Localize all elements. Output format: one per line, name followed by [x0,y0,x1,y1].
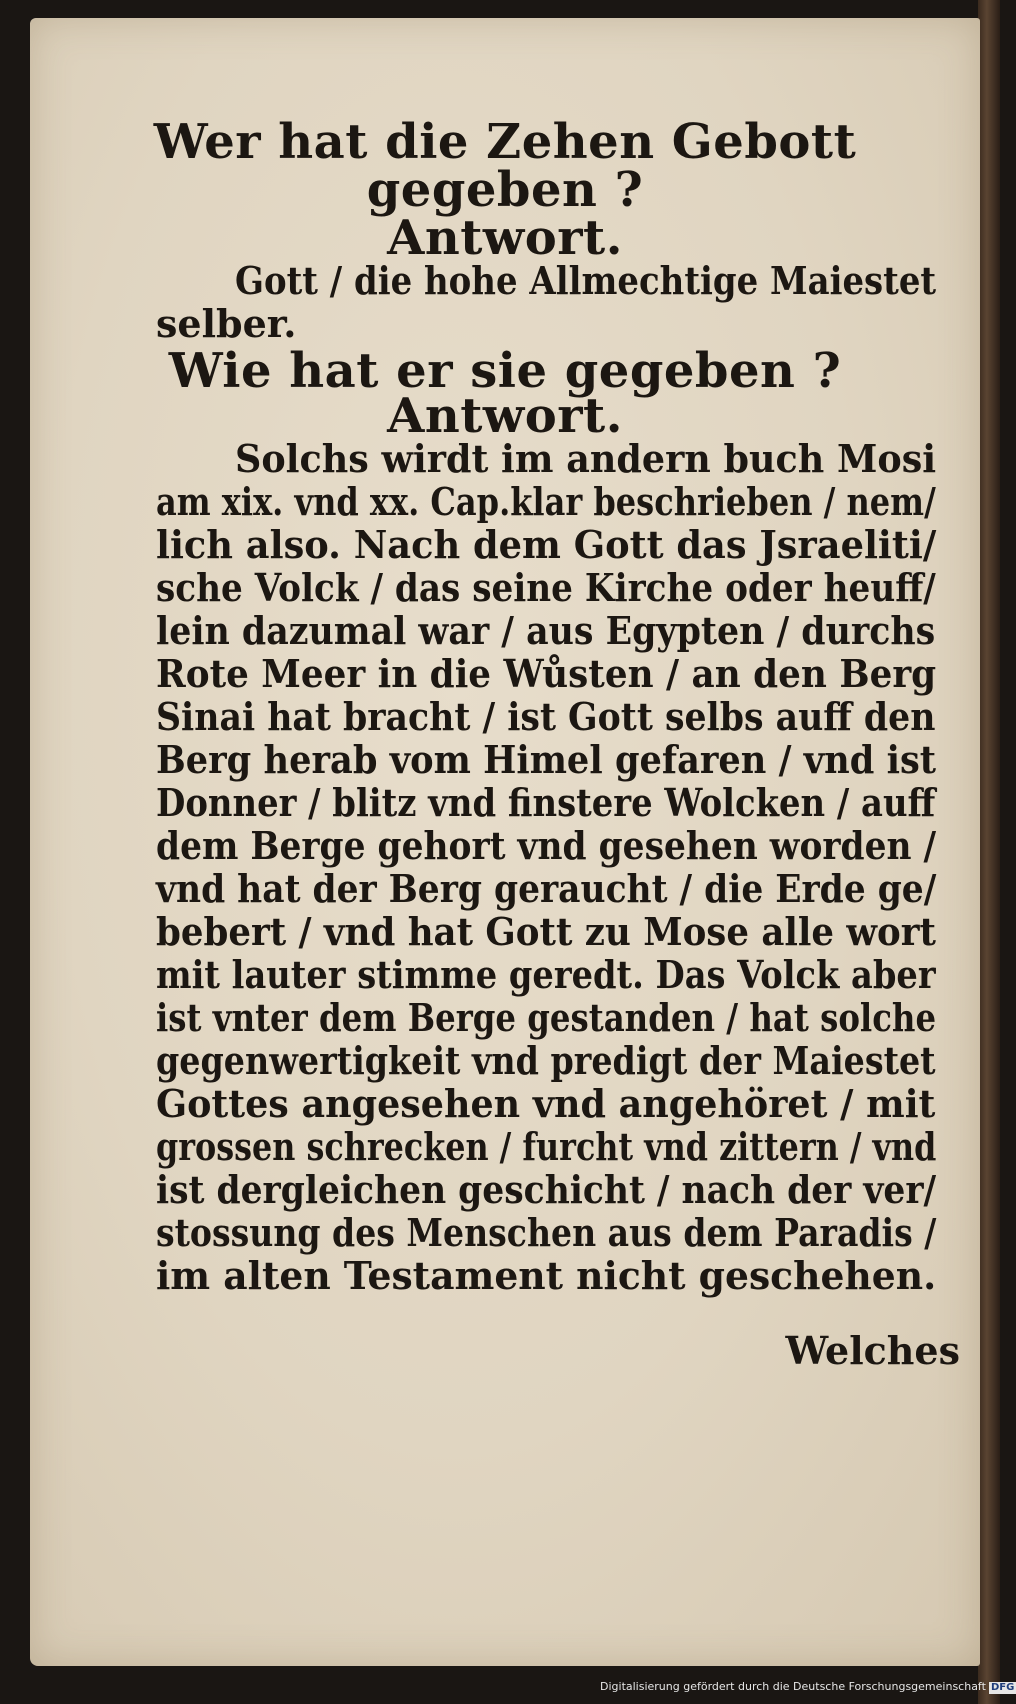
question-1-title-line-1: Wer hat die Zehen Gebott [153,114,857,170]
answer-2-line-11: vnd hat der Berg geraucht / die Erde ge/ [156,866,937,911]
answer-2-line-18: ist dergleichen geschicht / nach der ver/ [156,1167,937,1212]
book-page [30,18,980,1666]
credit-text: Digitalisierung gefördert durch die Deutsche Forschungsgemeinschaft [600,1680,986,1693]
question-2-title: Wie hat er sie gegeben ? [168,343,842,399]
answer-2-line-10: dem Berge gehort vnd gesehen worden / [156,823,937,868]
answer-2-line-14: ist vnter dem Berge gestanden / hat solche [156,995,937,1040]
catchword: Welches [785,1328,960,1373]
question-2-answer-label: Antwort. [387,388,623,444]
answer-2-line-2: am xix. vnd xx. Cap.klar beschrieben / nem/ [156,479,936,524]
answer-2-line-20: im alten Testament nicht geschehen. [156,1253,937,1298]
answer-2-line-13: mit lauter stimme geredt. Das Volck aber [156,952,936,997]
answer-2-line-4: sche Volck / das seine Kirche oder heuff/ [156,565,936,610]
answer-1-line-2: selber. [156,301,297,346]
answer-2-line-7: Sinai hat bracht / ist Gott selbs auff den [156,694,936,739]
answer-2-line-12: bebert / vnd hat Gott zu Mose alle wort [156,909,936,954]
answer-2-line-6: Rote Meer in die Wůsten / an den Berg [156,651,937,696]
answer-2-line-3: lich also. Nach dem Gott das Jsraeliti/ [156,522,937,567]
answer-2-line-9: Donner / blitz vnd finstere Wolcken / auff [156,780,936,825]
answer-2-line-19: stossung des Menschen aus dem Paradis / [156,1210,937,1255]
answer-2-line-1: Solchs wirdt im andern buch Mosi [235,436,937,481]
answer-2-line-8: Berg herab vom Himel gefaren / vnd ist [156,737,937,782]
dfg-logo: DFG [990,1682,1015,1693]
page-text [30,18,980,1666]
question-1-title-line-2: gegeben ? [366,162,644,218]
answer-1-line-1: Gott / die hohe Allmechtige Maiestet [235,258,937,303]
digitization-credit [600,1680,1015,1694]
answer-2-line-16: Gottes angesehen vnd angehöret / mit [156,1081,936,1126]
answer-2-line-15: gegenwertigkeit vnd predigt der Maiestet [156,1038,936,1083]
answer-2-line-17: grossen schrecken / furcht vnd zittern / vnd [156,1124,937,1169]
book-edge [978,0,1000,1704]
answer-2-line-5: lein dazumal war / aus Egypten / durchs [156,608,936,653]
question-1-answer-label: Antwort. [387,210,623,266]
